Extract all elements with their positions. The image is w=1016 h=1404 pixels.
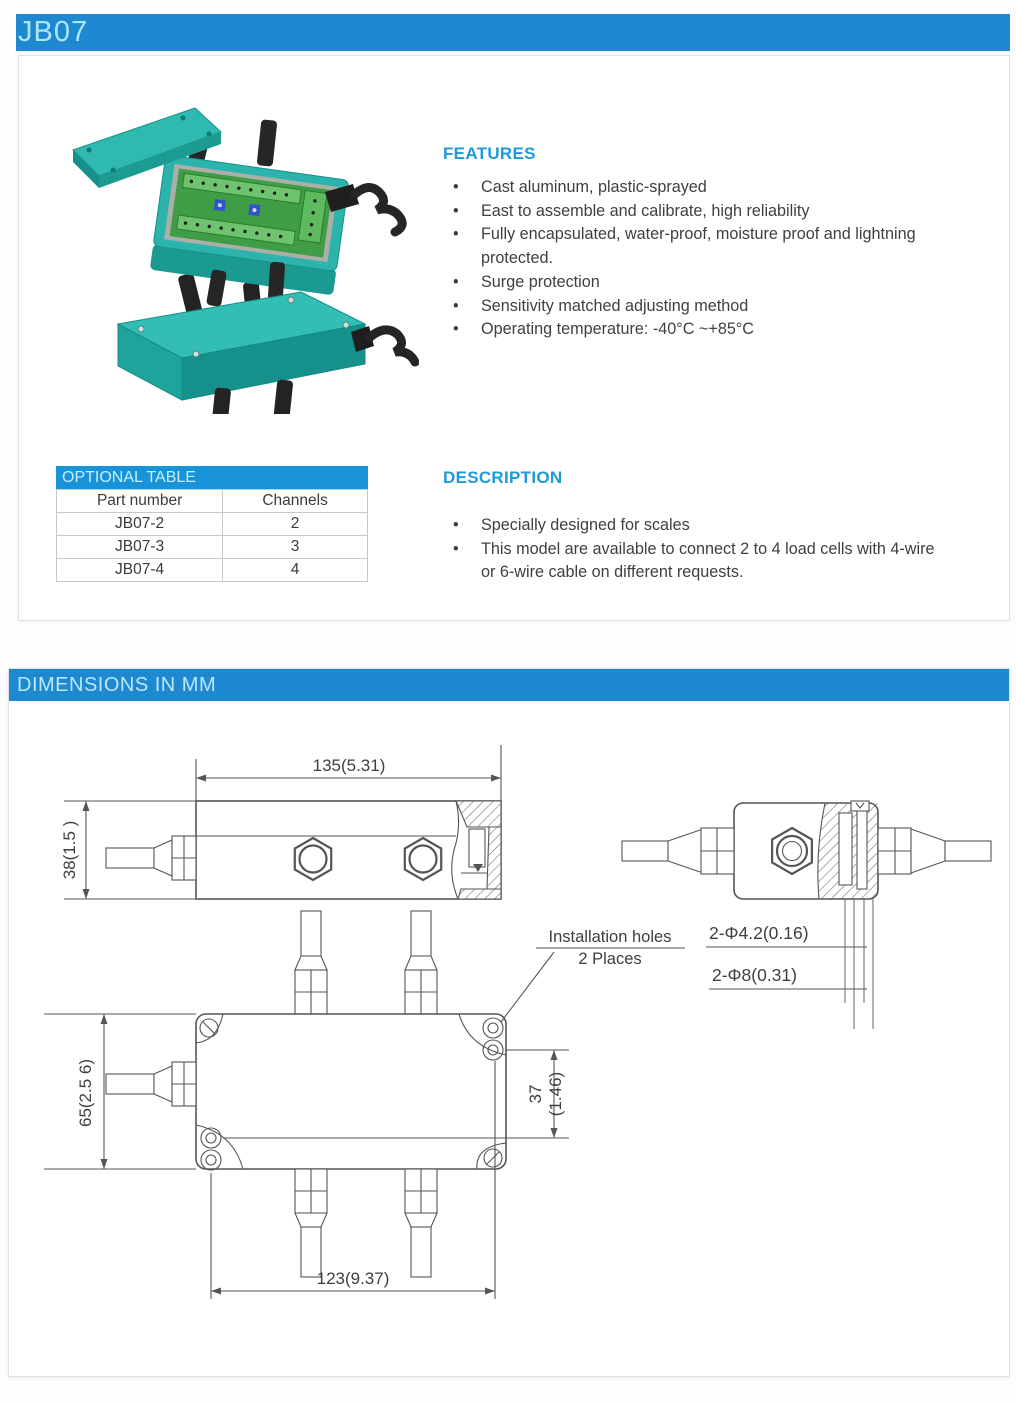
feature-item: • Operating temperature: -40°C ~+85°C [443,318,948,342]
install-note-line2: 2 Places [578,950,642,968]
side-view [60,745,501,899]
dim-hole-offset-mm-label: 37 [526,1084,545,1104]
part-number-cell: JB07-2 [57,513,223,536]
install-note-line1: Installation holes [548,928,672,946]
product-photos [63,92,419,414]
dim-hole-spacing-label: 123(9.37) [316,1269,390,1288]
plan-view [44,911,685,1299]
feature-item: • Sensitivity matched adjusting method [443,295,948,319]
table-row [57,559,368,582]
channels-cell: 4 [223,559,368,582]
feature-item: • Fully encapsulated, water-proof, moisture proof and lightning protected. [443,223,948,270]
description-heading: DESCRIPTION [443,468,563,487]
dim-hole-offset-in-label: (1.46) [546,1071,565,1117]
table-row [57,536,368,559]
table-header-row [57,490,368,513]
page-title: JB07 [16,14,1010,51]
features-heading: FEATURES [443,144,536,163]
table-row [57,513,368,536]
channels-cell: 3 [223,536,368,559]
description-item: • Specially designed for scales [443,514,948,538]
feature-item: • Cast aluminum, plastic-sprayed [443,176,948,200]
description-item: • This model are available to connect 2 to 4 load cells with 4-wire or 6-wire cable on different requests. [443,538,948,585]
dim-body-height-label: 38(1.5 ) [60,820,79,880]
channels-cell: 2 [223,513,368,536]
feature-item: • Surge protection [443,271,948,295]
feature-item: • East to assemble and calibrate, high reliability [443,200,948,224]
dim-small-hole-label: 2-Φ4.2(0.16) [709,923,809,943]
features-list [443,176,948,342]
column-header: Part number [57,490,223,513]
dimensions-panel [8,668,1010,1377]
dim-overall-length-label: 135(5.31) [312,756,386,775]
optional-table [56,489,368,582]
optional-table-title: OPTIONAL TABLE [56,466,368,489]
description-list [443,514,948,585]
dim-body-width-label: 65(2.5 6) [76,1058,95,1128]
part-number-cell: JB07-4 [57,559,223,582]
part-number-cell: JB07-3 [57,536,223,559]
dim-large-hole-label: 2-Φ8(0.31) [712,965,797,985]
column-header: Channels [223,490,368,513]
dimensions-section-title: DIMENSIONS IN MM [9,669,1009,701]
product-photo-open [73,108,402,329]
overview-panel [18,55,1010,621]
end-view [622,801,991,1029]
dimension-drawing [9,701,1009,1373]
